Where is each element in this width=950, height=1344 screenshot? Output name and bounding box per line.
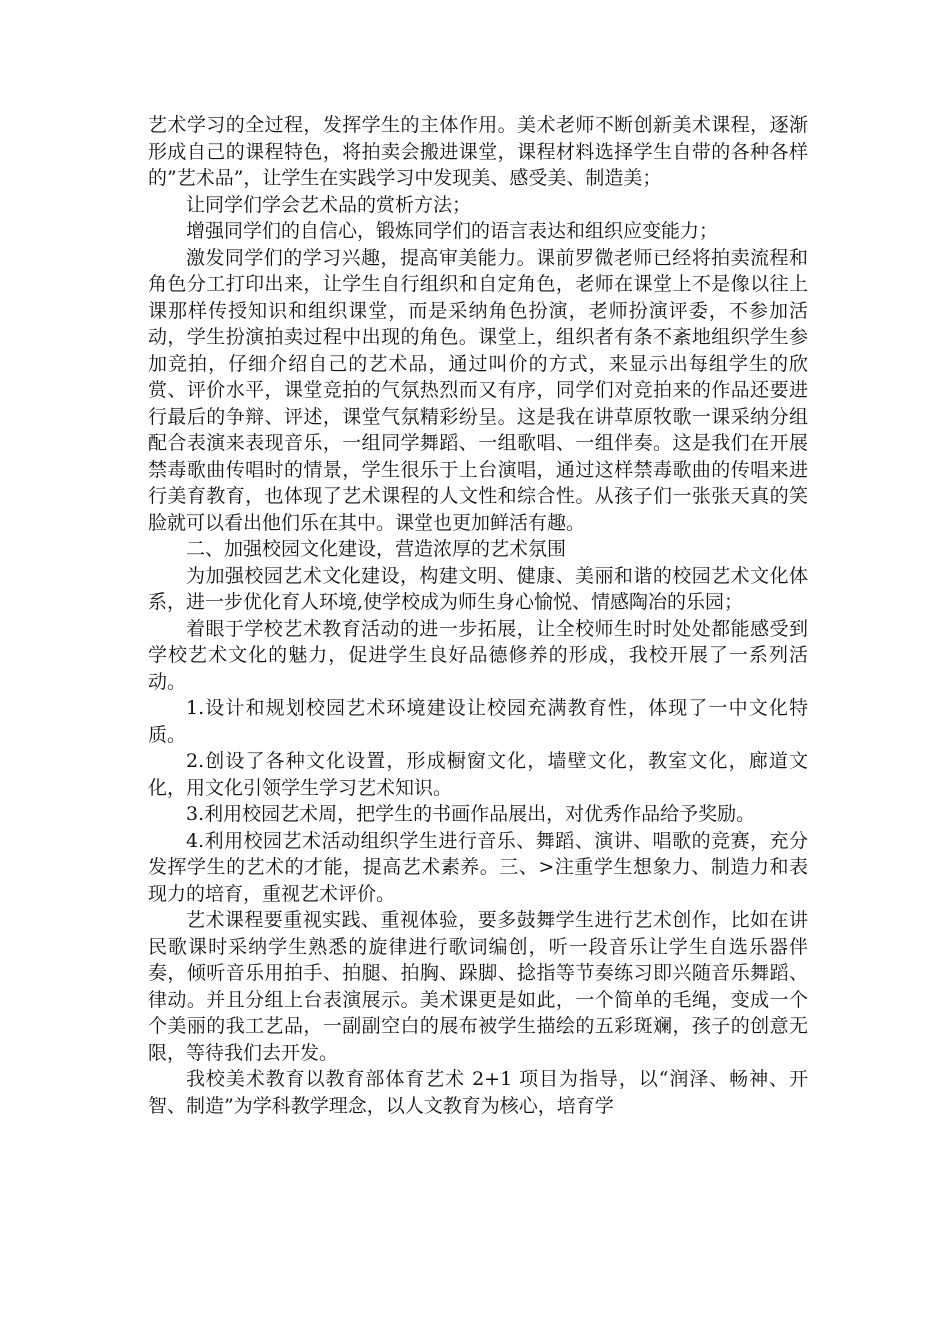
- list-item: 3.利用校园艺术周，把学生的书画作品展出，对优秀作品给予奖励。: [186, 803, 756, 825]
- paragraph: 激发同学们的学习兴趣，提高审美能力。课前罗微老师已经将拍卖流程和角色分工打印出来，让学生自行组织和自定角色，老师在课堂上不是像以往上课那样传授知识和组织课堂，而是采纳角色扮演，老师扮演评委，不参加活动，学生扮演拍卖过程中出现的角色。课堂上，组织者有条不紊地组织学生参加竞拍，仔细介绍自己的艺术品，通过叫价的方式，来显示出每组学生的欣赏、评价水平，课堂竞拍的气氛热烈而又有序，同学们对竞拍来的作品还要进行最后的争辩、评述，课堂气氛精彩纷呈。这是我在讲草原牧歌一课采纳分组配合表演来表现音乐，一组同学舞蹈、一组歌唱、一组伴奏。这是我们在开展禁毒歌曲传唱时的情景，学生很乐于上台演唱，通过这样禁毒歌曲的传唱来进行美育教育，也体现了艺术课程的人文性和综合性。从孩子们一张张天真的笑脸就可以看出他们乐在其中。课堂也更加鲜活有趣。: [148, 246, 808, 534]
- paragraph: 着眼于学校艺术教育活动的进一步拓展，让全校师生时时处处都能感受到学校艺术文化的魅力，促进学生良好品德修养的形成，我校开展了一系列活动。: [148, 617, 808, 693]
- paragraph: 艺术课程要重视实践、重视体验，要多鼓舞学生进行艺术创作，比如在讲民歌课时采纳学生熟悉的旋律进行歌词编创，听一段音乐让学生自选乐器伴奏，倾听音乐用拍手、拍腿、拍胸、跺脚、捻指等节奏练习即兴随音乐舞蹈、律动。并且分组上台表演展示。美术课更是如此，一个简单的毛绳，变成一个个美丽的我工艺品，一副副空白的展布被学生描绘的五彩斑斓，孩子的创意无限，等待我们去开发。: [148, 909, 808, 1064]
- paragraph: 为加强校园艺术文化建设，构建文明、健康、美丽和谐的校园艺术文化体系，进一步优化育人环境,使学校成为师生身心愉悦、情感陶冶的乐园；: [148, 564, 808, 613]
- list-item: 1.设计和规划校园艺术环境建设让校园充满教育性，体现了一中文化特质。: [148, 697, 808, 746]
- paragraph: 我校美术教育以教育部体育艺术 2+1 项目为指导，以“润泽、畅神、开智、制造”为学科教学理念，以人文教育为核心，培育学: [148, 1068, 808, 1117]
- paragraph: 增强同学们的自信心，锻炼同学们的语言表达和组织应变能力；: [186, 220, 719, 242]
- document-page: [148, 112, 808, 1119]
- list-item: 2.创设了各种文化设置，形成橱窗文化，墙壁文化，教室文化，廊道文化，用文化引领学生学习艺术知识。: [148, 750, 808, 799]
- paragraph: 艺术学习的全过程，发挥学生的主体作用。美术老师不断创新美术课程，逐渐形成自己的课程特色，将拍卖会搬进课堂，课程材料选择学生自带的各种各样的”艺术品”，让学生在实践学习中发现美、感受美、制造美；: [148, 114, 808, 189]
- paragraph: 让同学们学会艺术品的赏析方法；: [186, 193, 472, 216]
- list-item: 4.利用校园艺术活动组织学生进行音乐、舞蹈、演讲、唱歌的竞赛，充分发挥学生的艺术的才能，提高艺术素养。三、>注重学生想象力、制造力和表现力的培育，重视艺术评价。: [148, 829, 808, 905]
- section-heading: 二、加强校园文化建设，营造浓厚的艺术氛围: [186, 538, 567, 560]
